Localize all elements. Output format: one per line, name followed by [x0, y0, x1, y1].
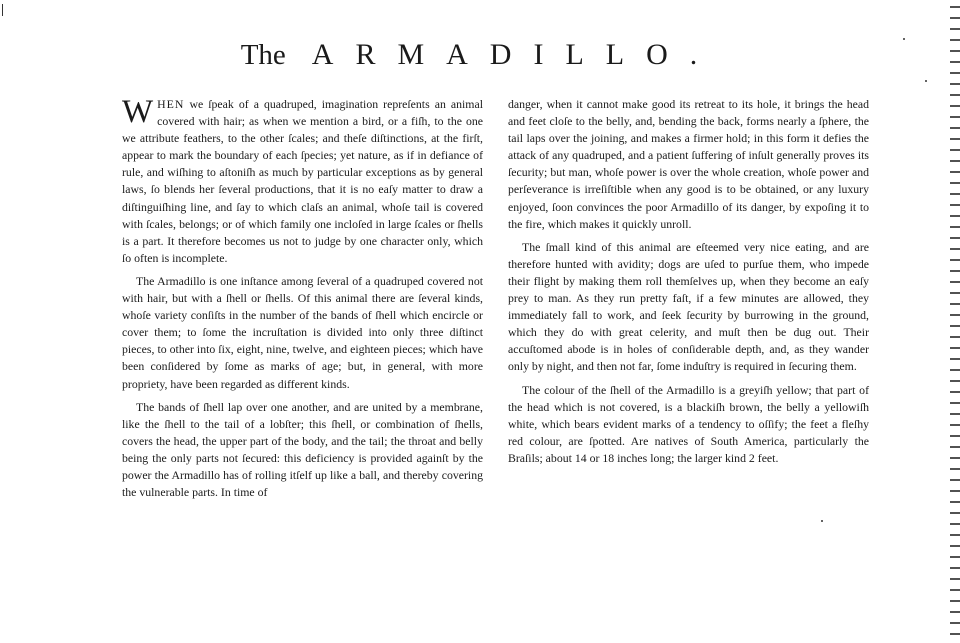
paragraph: danger, when it cannot make good its retreat to its hole, it brings the head and feet cloſe to the belly, and, bending the back, forms nearly a ſphere, the tail laps over the joining, and makes a firmer hold; in this form it defies the attack of any quadruped, and a patient ſuffering of inſult generally proves its ſecurity; but man, whoſe power is over the whole creation, whoſe power and perſeverance is irreſiſtible when any good is to be obtained, or any luxury enjoyed, ſoon convinces the poor Armadillo of its danger, by expoſing it to the fire, which makes it quickly unroll.	[508, 97, 869, 231]
speck	[903, 38, 905, 40]
paragraph: The ſmall kind of this animal are eſteemed very nice eating, and are therefore hunted with avidity; dogs are uſed to purſue them, who impede their flight by making them roll themſelves up, when they become an eaſy prey to man. As they run pretty faſt, if a few minutes are allowed, they immediately fall to work, and ſeek ſecurity by burrowing in the ground, which they do with great celerity, and muſt then be dug out. Their accuſtomed abode is in holes of conſiderable depth, and, as they wander only by night, and then not far, ſome induſtry is required in ſecuring them.	[508, 239, 869, 374]
paragraph	[122, 96, 483, 267]
speck	[821, 520, 823, 522]
drop-cap: W	[122, 94, 154, 130]
right-text-column	[508, 96, 869, 473]
lead-in: HEN	[157, 97, 185, 111]
paragraph: The colour of the ſhell of the Armadillo is a greyiſh yellow; that part of the head which is not covered, is a blackiſh brown, the belly a yellowiſh white, which bears evident marks of a tendency to oſſify; the feet a fleſhy red colour, are ſpotted. Are natives of South America, particularly the Braſils; about 14 or 18 inches long; the larger kind 2 feet.	[508, 382, 869, 465]
page-binding-edge	[950, 0, 960, 643]
paragraph: The Armadillo is one inſtance among ſeveral of a quadruped covered not with hair, but with a ſhell or ſhells. Of this animal there are ſeveral kinds, whoſe variety conſiſts in the number of the bands of ſhell which encircle or cover them; to ſome the incruſtation is divided into only three diſtinct pieces, to other into ſix, eight, nine, twelve, and eighteen pieces; which have been conſidered by ſome as marks of age; but, in general, with more propriety, have been regarded as different kinds.	[122, 273, 483, 391]
edge-mark	[2, 4, 3, 16]
page-title	[0, 38, 960, 72]
speck	[925, 80, 927, 82]
left-text-column	[122, 96, 483, 507]
title-prefix: The	[240, 39, 286, 71]
title-name: ARMADILLO.	[311, 38, 720, 71]
paragraph-text: we ſpeak of a quadruped, imagination repreſents an animal covered with hair; as when we mention a bird, or a fiſh, to the one we attribute feathers, to the other ſcales; and theſe diſtinctions, at the firſt, appear to mark the boundary of each ſpecies; yet nature, as if in defiance of rule, and wiſhing to aſtoniſh as much by particular exceptions as by general laws, ſo blends her ſeveral productions, that it is no eaſy matter to draw a diſtinguiſhing line, and ſay to which claſs an animal, whoſe tail is covered with ſcales, belongs; or of which family one incloſed in large ſcales or ſhells is a part. It therefore becomes us not to judge by one character only, which ſo often is incomplete.	[122, 97, 483, 265]
paragraph: The bands of ſhell lap over one another, and are united by a membrane, like the ſhell to the tail of a lobſter; this ſhell, or combination of ſhells, covers the head, the upper part of the body, and the tail; the throat and belly being the only parts not ſecured: this deficiency is provided againſt by the power the Armadillo has of rolling itſelf up like a ball, and thereby covering the vulnerable parts. In time of	[122, 399, 483, 500]
